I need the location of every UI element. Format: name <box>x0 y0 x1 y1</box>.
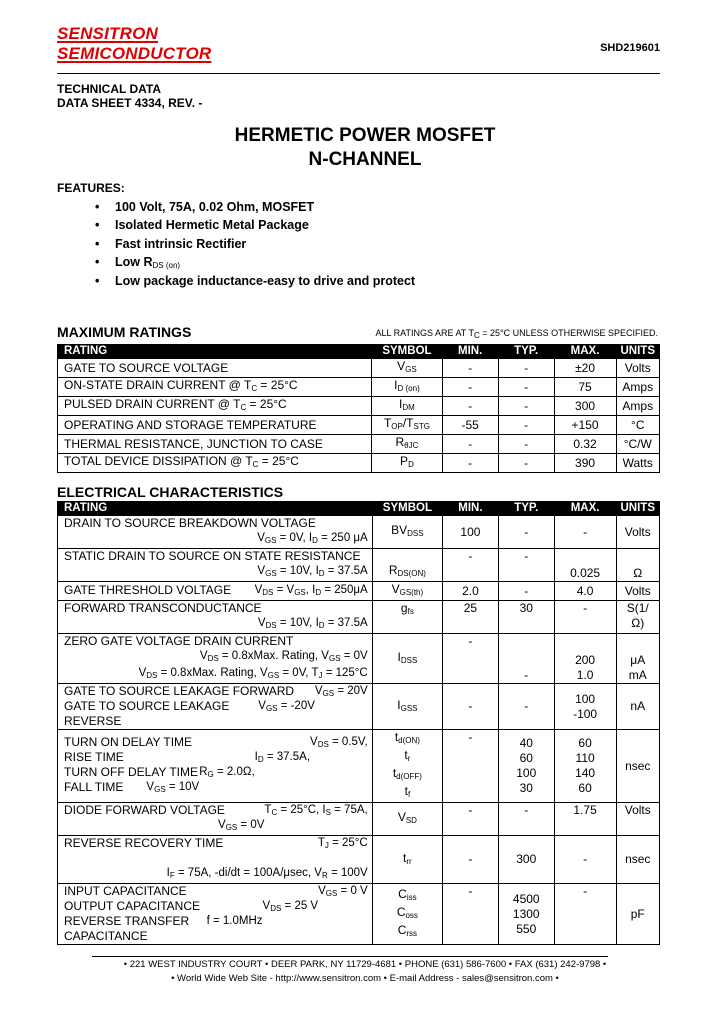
table-row: DRAIN TO SOURCE BREAKDOWN VOLTAGE $V_{GS} = 0V$, $I_D = 250$ μA $BV_{DSS}$ 100 - - Volts <box>58 516 660 549</box>
table-row: TOTAL DEVICE DISSIPATION @ $T_C = 25^\circ C$ $P_D$ - - 390 Watts <box>58 454 660 473</box>
col-max: MAX. <box>554 345 616 359</box>
col-symbol: SYMBOL <box>372 345 442 359</box>
table-row: THERMAL RESISTANCE, JUNCTION TO CASE $R_{\theta JC}$ - - 0.32 °C/W <box>58 435 660 454</box>
table-row: OPERATING AND STORAGE TEMPERATURE $T_{OP}/T_{STG}$ -55 - +150 °C <box>58 416 660 435</box>
table-row: $V_{DS} = V_{GS}$, $I_D = 250\mu A$ GATE THRESHOLD VOLTAGE $V_{GS(th)}$ 2.0 - 4.0 Volts <box>58 582 660 601</box>
feature-item: • Low package inductance-easy to drive and protect <box>95 272 415 290</box>
header-divider <box>57 73 660 74</box>
data-sheet-label: DATA SHEET 4334, REV. - <box>57 96 203 110</box>
technical-data-block <box>57 82 202 110</box>
features-list <box>95 198 415 290</box>
title-line2: N-CHANNEL <box>308 149 422 170</box>
table-row: $V_{DS} = 0.5V$, TURN ON DELAY TIME $I_D = 37.5A$, RISE TIME $R_G = 2.0\Omega$, TURN OFF DELAY TIME $V_{GS} = 10V$ FALL TIME $t_{d(ON)}$ $t_r$ $t_{d(OFF)}$ $t_f$ - 40 60 100 30 60 110 140 60 nsec <box>58 730 660 803</box>
col-min: MIN. <box>442 345 498 359</box>
col-rating: RATING <box>58 345 372 359</box>
footer <box>0 958 720 986</box>
table-row: ON-STATE DRAIN CURRENT @ $T_C = 25^\circ C$ $I_{D (on)}$ - - 75 Amps <box>58 378 660 397</box>
table-header-row <box>58 345 660 359</box>
part-number: SHD219601 <box>600 42 660 54</box>
ratings-note: ALL RATINGS ARE AT $T_C = 25^\circ C$ UNLESS OTHERWISE SPECIFIED. <box>375 328 658 340</box>
col-units: UNITS <box>616 502 660 516</box>
table-row: GATE TO SOURCE VOLTAGE $V_{GS}$ - - ±20 Volts <box>58 359 660 378</box>
feature-item: • Low $R_{DS (on)}$ <box>95 253 415 271</box>
logo-line1: SENSITRON <box>57 24 158 43</box>
table-row: $T_C = 25^\circ C$, $I_S = 75A$, DIODE FORWARD VOLTAGE $V_{GS} = 0V$ $V_{SD}$ - - 1.75 Volts <box>58 803 660 836</box>
col-symbol: SYMBOL <box>372 502 442 516</box>
footer-address: • 221 WEST INDUSTRY COURT • DEER PARK, NY 11729-4681 • PHONE (631) 586-7600 • FAX (631) 242-9798 • <box>123 959 607 970</box>
title-line1: HERMETIC POWER MOSFET <box>234 125 496 146</box>
col-rating: RATING <box>58 502 373 516</box>
col-typ: TYP. <box>498 502 554 516</box>
col-units: UNITS <box>616 345 660 359</box>
electrical-table <box>57 501 660 945</box>
max-ratings-heading: MAXIMUM RATINGS <box>57 324 192 340</box>
electrical-heading: ELECTRICAL CHARACTERISTICS <box>57 484 284 500</box>
col-max: MAX. <box>554 502 616 516</box>
tech-data-label: TECHNICAL DATA <box>57 82 161 96</box>
feature-item: • Fast intrinsic Rectifier <box>95 235 415 253</box>
table-row: $V_{GS} = 0$ V INPUT CAPACITANCE $V_{DS} = 25$ V OUTPUT CAPACITANCE f = 1.0MHz REVERSE TRANSFER CAPACITANCE $C_{iss}$ $C_{oss}$ $C_{rss}$ - 4500 1300 550 - pF <box>58 884 660 945</box>
table-row: $V_{GS} = 20V$ GATE TO SOURCE LEAKAGE FORWARD $V_{GS} = -20V$ GATE TO SOURCE LEAKAGE REVERSE $I_{GSS}$ - - 100 -100 nA <box>58 684 660 730</box>
feature-item: • 100 Volt, 75A, 0.02 Ohm, MOSFET <box>95 198 415 216</box>
table-row: PULSED DRAIN CURRENT @ $T_C = 25^\circ C$ $I_{DM}$ - - 300 Amps <box>58 397 660 416</box>
table-header-row <box>58 502 660 516</box>
table-row: $T_J = 25^\circ C$ REVERSE RECOVERY TIME $I_F = 75A$, -di/dt = 100A/μsec, $V_R = 100V$ $t_{rr}$ - 300 - nsec <box>58 836 660 884</box>
footer-divider <box>92 956 608 957</box>
table-row: ZERO GATE VOLTAGE DRAIN CURRENT $V_{DS}$ = 0.8xMax. Rating, $V_{GS} = 0V$ $V_{DS}$ = 0.8xMax. Rating, $V_{GS} = 0V$, $T_J = 125^\circ C$ $I_{DSS}$ - - 200 1.0 μA mA <box>58 634 660 684</box>
col-min: MIN. <box>443 502 499 516</box>
max-ratings-table <box>57 344 660 473</box>
feature-item: • Isolated Hermetic Metal Package <box>95 216 415 234</box>
table-row: FORWARD TRANSCONDUCTANCE $V_{DS} = 10V$, $I_D = 37.5A$ $g_{fs}$ 25 30 - S(1/Ω) <box>58 601 660 634</box>
page-title <box>0 124 720 172</box>
features-heading: FEATURES: <box>57 181 125 195</box>
table-row: STATIC DRAIN TO SOURCE ON STATE RESISTANCE $V_{GS} = 10V$, $I_D = 37.5A$ $R_{DS(ON)}$ - - 0.025 Ω <box>58 549 660 582</box>
logo-line2: SEMICONDUCTOR <box>57 44 212 63</box>
col-typ: TYP. <box>498 345 554 359</box>
company-logo <box>57 24 211 64</box>
footer-contact: • World Wide Web Site - http://www.sensitron.com • E-mail Address - sales@sensitron.com • <box>171 973 559 984</box>
